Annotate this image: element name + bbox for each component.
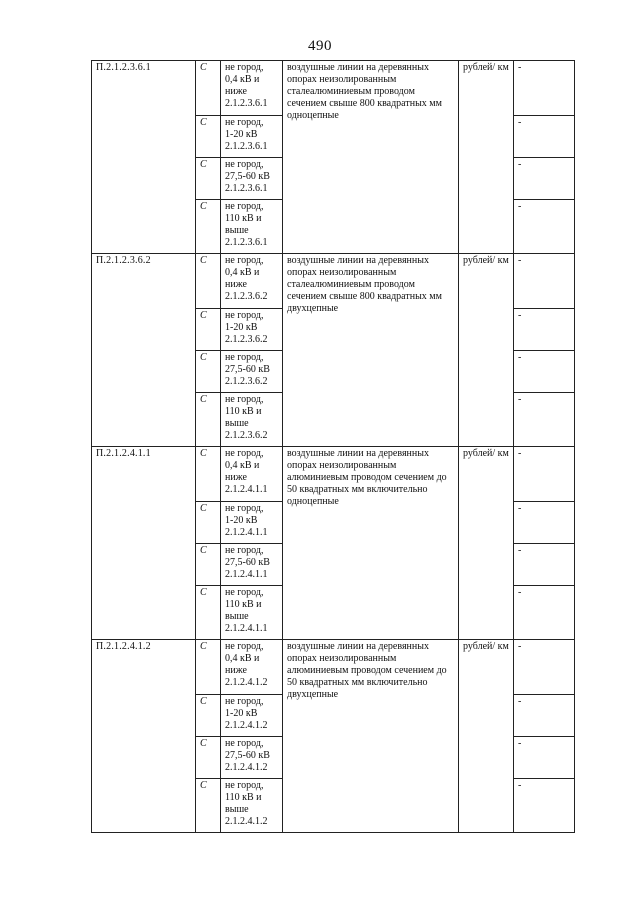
category-letter: С [196, 200, 221, 254]
table-row [92, 61, 575, 116]
rate-value: - [514, 393, 575, 447]
category-letter: С [196, 779, 221, 833]
voltage-level: не город, 27,5-60 кВ 2.1.2.4.1.2 [221, 737, 283, 779]
item-code: П.2.1.2.3.6.2 [92, 254, 196, 447]
rate-value: - [514, 502, 575, 544]
unit: рублей/ км [459, 254, 514, 447]
voltage-level: не город, 27,5-60 кВ 2.1.2.4.1.1 [221, 544, 283, 586]
voltage-level: не город, 27,5-60 кВ 2.1.2.3.6.2 [221, 351, 283, 393]
category-letter: С [196, 737, 221, 779]
item-code: П.2.1.2.4.1.1 [92, 447, 196, 640]
rate-value: - [514, 351, 575, 393]
voltage-level: не город, 1-20 кВ 2.1.2.4.1.2 [221, 695, 283, 737]
rate-value: - [514, 447, 575, 502]
rate-value: - [514, 158, 575, 200]
voltage-level: не город, 110 кВ и выше 2.1.2.4.1.2 [221, 779, 283, 833]
category-letter: С [196, 502, 221, 544]
item-code: П.2.1.2.3.6.1 [92, 61, 196, 254]
rate-value: - [514, 586, 575, 640]
voltage-level: не город, 0,4 кВ и ниже 2.1.2.4.1.2 [221, 640, 283, 695]
table-row [92, 254, 575, 309]
category-letter: С [196, 158, 221, 200]
voltage-level: не город, 0,4 кВ и ниже 2.1.2.4.1.1 [221, 447, 283, 502]
line-description: воздушные линии на деревянных опорах неизолированным алюминиевым проводом сечением до 50 квадратных мм включительно двухцепные [283, 640, 459, 833]
tariff-table [91, 60, 575, 833]
rate-value: - [514, 695, 575, 737]
voltage-level: не город, 1-20 кВ 2.1.2.3.6.1 [221, 116, 283, 158]
rate-value: - [514, 309, 575, 351]
category-letter: С [196, 61, 221, 116]
rate-value: - [514, 640, 575, 695]
category-letter: С [196, 586, 221, 640]
category-letter: С [196, 447, 221, 502]
rate-value: - [514, 254, 575, 309]
voltage-level: не город, 27,5-60 кВ 2.1.2.3.6.1 [221, 158, 283, 200]
category-letter: С [196, 254, 221, 309]
voltage-level: не город, 110 кВ и выше 2.1.2.3.6.1 [221, 200, 283, 254]
category-letter: С [196, 393, 221, 447]
line-description: воздушные линии на деревянных опорах неизолированным сталеалюминиевым проводом сечением свыше 800 квадратных мм двухцепные [283, 254, 459, 447]
rate-value: - [514, 61, 575, 116]
page-number: 490 [308, 38, 332, 54]
category-letter: С [196, 695, 221, 737]
unit: рублей/ км [459, 61, 514, 254]
voltage-level: не город, 0,4 кВ и ниже 2.1.2.3.6.1 [221, 61, 283, 116]
item-code: П.2.1.2.4.1.2 [92, 640, 196, 833]
category-letter: С [196, 116, 221, 158]
category-letter: С [196, 544, 221, 586]
category-letter: С [196, 309, 221, 351]
table-row [92, 640, 575, 695]
category-letter: С [196, 351, 221, 393]
unit: рублей/ км [459, 447, 514, 640]
rate-value: - [514, 737, 575, 779]
category-letter: С [196, 640, 221, 695]
voltage-level: не город, 1-20 кВ 2.1.2.4.1.1 [221, 502, 283, 544]
voltage-level: не город, 110 кВ и выше 2.1.2.3.6.2 [221, 393, 283, 447]
rate-value: - [514, 544, 575, 586]
rate-value: - [514, 116, 575, 158]
rate-value: - [514, 779, 575, 833]
voltage-level: не город, 110 кВ и выше 2.1.2.4.1.1 [221, 586, 283, 640]
voltage-level: не город, 1-20 кВ 2.1.2.3.6.2 [221, 309, 283, 351]
table-row [92, 447, 575, 502]
line-description: воздушные линии на деревянных опорах неизолированным сталеалюминиевым проводом сечением свыше 800 квадратных мм одноцепные [283, 61, 459, 254]
unit: рублей/ км [459, 640, 514, 833]
rate-value: - [514, 200, 575, 254]
line-description: воздушные линии на деревянных опорах неизолированным алюминиевым проводом сечением до 50 квадратных мм включительно одноцепные [283, 447, 459, 640]
voltage-level: не город, 0,4 кВ и ниже 2.1.2.3.6.2 [221, 254, 283, 309]
